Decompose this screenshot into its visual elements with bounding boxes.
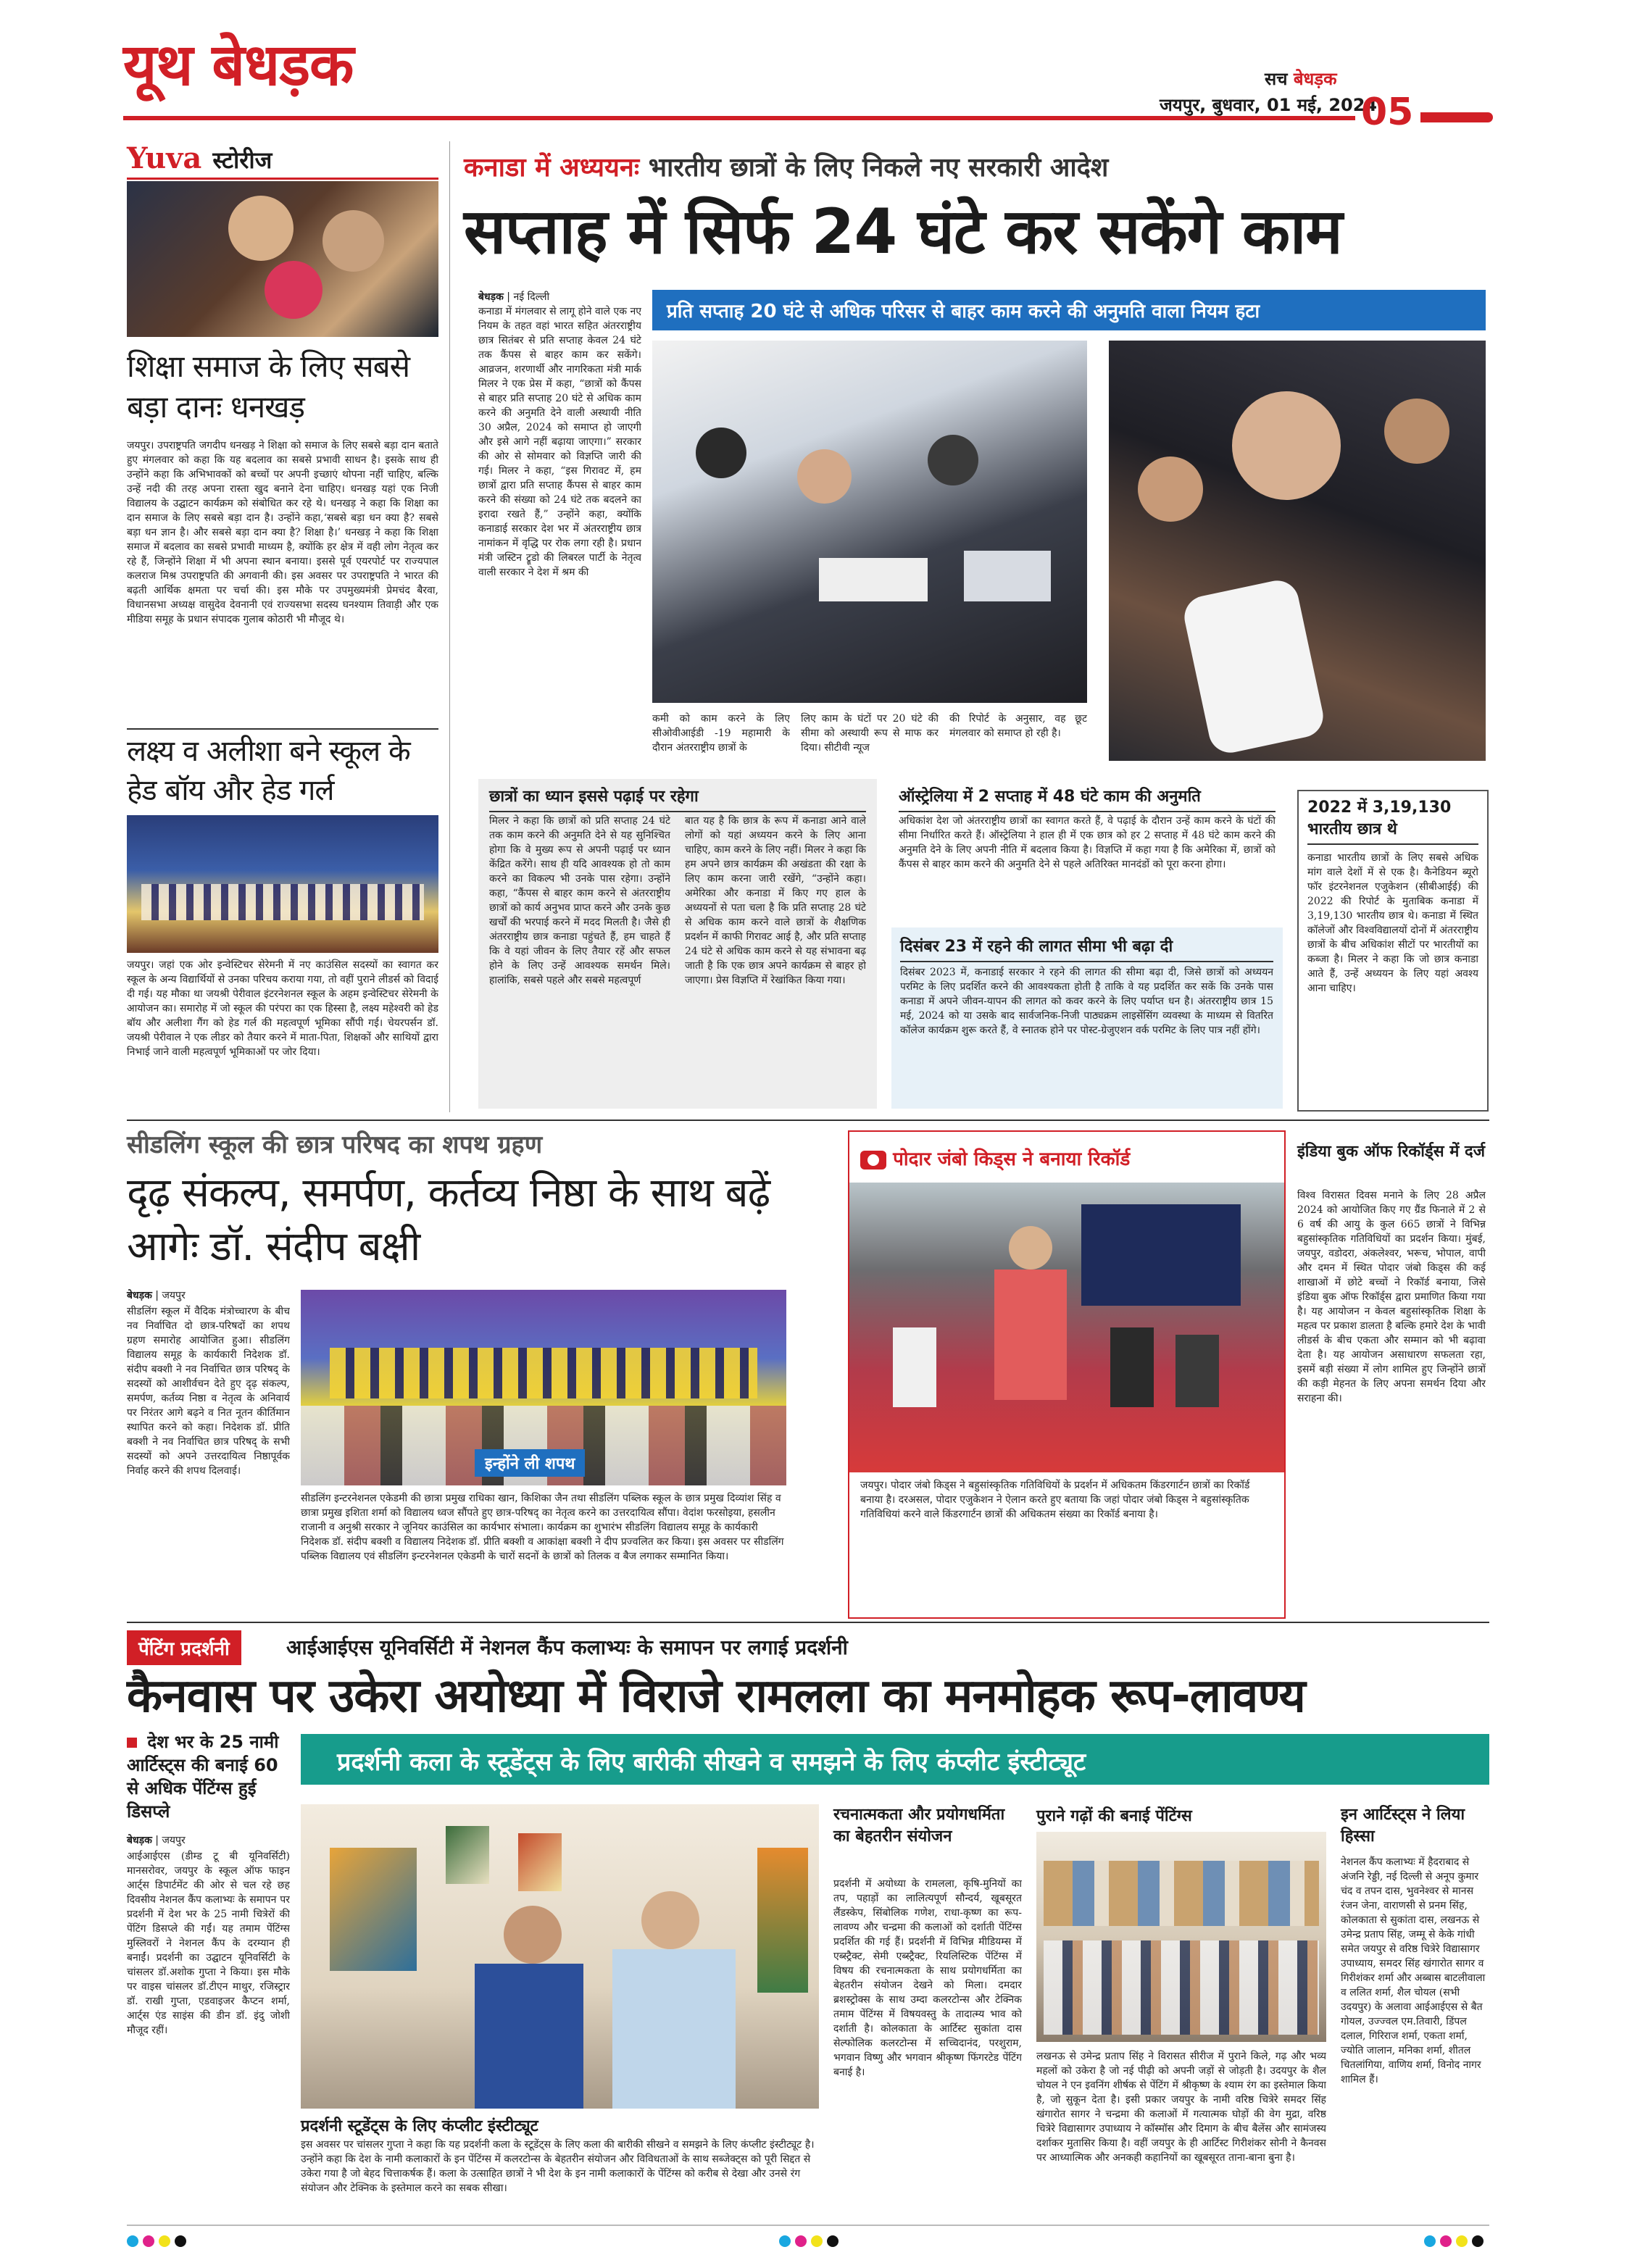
painting-subhead-band — [301, 1734, 1489, 1785]
lead-headline: सप्ताह में सिर्फ 24 घंटे कर सकेंगे काम — [464, 196, 1342, 268]
painting-col-a — [833, 1804, 1022, 2217]
story1-body: जयपुर। उपराष्ट्रपति जगदीप धनखड़ ने शिक्षा को समाज के लिए सबसे बड़ा दान बताते हुए मंगलवार को कहा कि यह बदलाव का सबसे प्रभावी साधन है। इसके साथ ही उन्होंने कहा कि अभिभावकों को बच्चों पर अपनी इच्छाएं थोपना नहीं चाहिए, बल्कि उन्हें नदी की तरह अपना रास्ता खुद बनाने देना चाहिए। धनखड़ यहां एक निजी विद्यालय के उद्घाटन कार्यक्रम को संबोधित कर रहे थे। धनखड़ ने कहा कि शिक्षा का दान समाज के लिए सबसे बड़ा दान है। उन्होंने कहा,‘सबसे बड़ा धन क्या है? सबसे बड़ा धन ज्ञान है। और सबसे बड़ा दान क्या है? शिक्षा है।’ धनखड़ ने कहा कि शिक्षा समाज में बदलाव का सबसे प्रभावी माध्यम है, क्योंकि हर क्षेत्र में वही लोग नेतृत्व कर रहे हैं, जिन्होंने शिक्षा में भी अपना स्थान बनाया। इससे पूर्व एयरपोर्ट पर राज्यपाल कलराज मिश्र उपराष्ट्रपति की अगवानी की। इस अवसर पर उपराष्ट्रपति ने भारत की बढ़ती आर्थिक क्षमता पर चर्चा की। इस मौके पर उपमुख्यमंत्री प्रेमचंद बैरवा, विधानसभा अध्यक्ष वासुदेव देवनानी एवं राज्यसभा सदस्य घनश्याम तिवाड़ी और एक मीडिया समूह के प्रधान संपादक गुलाब कोठारी भी मौजूद थे। — [127, 440, 438, 625]
box3-body: दिसंबर 2023 में, कनाडाई सरकार ने रहने की लागत की सीमा बढ़ा दी, जिसे छात्रों को अध्ययन परमिट के लिए प्रदर्शित करने की आवश्यकता होती है ताकि वे यह प्रदर्शित कर सकें कि उनके पास कनाडा में अपने जीवन-यापन की लागत को कवर करने के लिए पर्याप्त धन है। अंतरराष्ट्रीय छात्र 15 मई, 2024 को या उसके बाद सार्वजनिक-निजी पाठ्यक्रम लाइसेंसिंग व्यवस्था के माध्यम से वितरित कॉलेज कार्यक्रम शुरू करते हैं, वे स्नातक होने पर पोस्ट-ग्रेजुएशन वर्क परमिट के लिए पात्र नहीं होंगे। — [900, 967, 1273, 1036]
painting-side-pull-text: देश भर के 25 नामी आर्टिस्ट्स की बनाई 60 से अधिक पेंटिंग्स हुई डिसप्ले — [127, 1732, 279, 1822]
painting-col-b — [1036, 1804, 1326, 2217]
podar-title-row — [860, 1145, 1130, 1171]
painting-side-pull — [127, 1730, 290, 1823]
painting-col-a-body: प्रदर्शनी में अयोध्या के रामलला, कृषि-मुनियों का तप, पहाड़ों का लालित्यपूर्ण सौन्दर्य, खूबसूरत लैंडस्केप, सिंबोलिक गणेश, राधा-कृष्ण का रूप-लावण्य और चन्द्रमा की कलाओं को दर्शाती पेंटिंग्स प्रदर्शित की गई हैं। प्रदर्शनी में विभिन्न मीडियम्स में एब्स्ट्रैक्ट, सेमी एब्स्ट्रैक्ट, रियलिस्टिक पेंटिंग्स में विषय की रचनात्मकता के साथ प्रयोगधर्मिता का बेहतरीन संयोजन देखने को मिला। दमदार ब्रशस्ट्रोक्स के साथ उम्दा कलरटोन्स और टेक्निक तमाम पेंटिंग्स में विषयवस्तु के तादात्म्य भाव को दर्शाती है। कोलकाता के आर्टिस्ट सुकांता दास सेल्फोलिक कलरटोन्स में सच्चिदानंद, परशुराम, भगवान विष्णु और भगवान श्रीकृष्ण फिंगरटेड पेंटिंग बनाई है। — [833, 1878, 1022, 2078]
lead-col3: लिए काम के घंटों पर 20 घंटे की सीमा को अस्थायी रूप से माफ कर दिया। सीटीवी न्यूज — [801, 713, 939, 754]
box4 — [1297, 790, 1489, 1112]
podar-title: पोदार जंबो किड्स ने बनाया रिकॉर्ड — [893, 1148, 1131, 1170]
painting-col-c-title: इन आर्टिस्ट्स ने लिया हिस्सा — [1341, 1806, 1465, 1846]
story1-title: शिक्षा समाज के लिए सबसे बड़ा दानः धनखड़ — [127, 349, 409, 425]
exhibition-photo — [301, 1804, 819, 2109]
box3 — [891, 927, 1283, 1109]
sidebar-rule — [449, 141, 450, 1112]
registration-marks-center — [779, 2235, 852, 2250]
box2-body: अधिकांश देश जो अंतरराष्ट्रीय छात्रों का स्वागत करते हैं, वे पढ़ाई के दौरान उन्हें काम करने के घंटों की सीमा निर्धारित करते हैं। ऑस्ट्रेलिया ने हाल ही में एक छात्र को हर 2 सप्ताह में 48 घंटे काम करने की अनुमति देने के लिए अपनी नीति में बदलाव किया है। विज्ञप्ति में कहा गया है कि अमेरिका में, छात्रों को कैंपस से बाहर काम करने की अनुमति देने से पहले अतिरिक्त मानदंडों को पूरा करना होगा। — [899, 815, 1276, 870]
camera-icon — [860, 1151, 886, 1170]
lead-kicker — [464, 149, 1486, 184]
masthead-right-name: बेधड़क — [1293, 69, 1337, 89]
bullet-square-icon — [127, 1738, 137, 1748]
airport-photo — [652, 341, 1087, 703]
lead-col2: कमी को काम करने के लिए सीओवीआईडी -19 महामारी के दौरान अंतरराष्ट्रीय छात्रों के — [652, 713, 790, 754]
registration-marks-right — [1424, 2235, 1497, 2250]
masthead-rule — [123, 116, 1355, 120]
box4-body: कनाडा भारतीय छात्रों के लिए सबसे अधिक मांग वाले देशों में से एक है। कैनेडियन ब्यूरो फॉर इंटरनेशनल एजुकेशन (सीबीआईई) की 2022 की रिपोर्ट के मुताबिक कनाडा में 3,19,130 भारतीय छात्र थे। कनाडा में स्थित कॉलेजों और विश्वविद्यालयों दोनों में अंतरराष्ट्रीय छात्रों के बीच अधिकांश सीटों पर भारतीयों का कब्जा है। मिलर ने कहा कि जो छात्र कनाडा आते हैं, उन्हें अध्ययन के लिए यहां अवश्य आना चाहिए। — [1307, 852, 1478, 994]
sidebar-divider — [127, 728, 438, 730]
podar-side-body: विश्व विरासत दिवस मनाने के लिए 28 अप्रैल 2024 को आयोजित किए गए ग्रैंड फिनाले में 2 से 6 वर्ष की आयु के कुल 665 छात्रों ने विभिन्न बहुसांस्कृतिक गतिविधियों का प्रदर्शन किया। मुंबई, जयपुर, वडोदरा, अंकलेश्वर, भरूच, भोपाल, वापी और दमन में स्थित पोदार जंबो किड्स की कई शाखाओं में छोटे बच्चों ने रिकॉर्ड बनाया, जिसे इंडिया बुक ऑफ रिकॉर्ड्स द्वारा प्रमाणित किया गया है। यह आयोजन न केवल बहुसांस्कृतिक शिक्षा के महत्व पर प्रकाश डालता है बल्कि हमारे देश के भावी लीडर्स के बीच एकता और सम्मान को भी बढ़ावा देता है। यह आयोजन असाधारण सफलता रहा, इसमें बड़ी संख्या में लोग शामिल हुए जिन्होंने छात्रों की कड़ी मेहनत के लिए अपना समर्थन दिया और सराहना की। — [1297, 1190, 1486, 1404]
investiture-photo — [127, 815, 438, 953]
section-divider-1 — [127, 1120, 1489, 1121]
story2-body: जयपुर। जहां एक ओर इन्वेस्टिचर सेरेमनी में नए काउंसिल सदस्यों का स्वागत कर स्कूल के अन्य विद्यार्थियों से उनका परिचय कराया गया, तो वहीं पुराने लीडर्स को विदाई दी गई। यह मौका था जयश्री पेरीवाल इंटरनेशनल स्कूल के अहम इन्वेस्टिचर सेरेमनी के आयोजन का। समारोह में जो स्कूल की परंपरा का एक हिस्सा है, लक्ष्य महेश्वरी को हेड बॉय और अलीशा गैंग को हेड गर्ल की महत्वपूर्ण भूमिका सौंपी गई। चेयरपर्सन डॉ. जयश्री पेरीवाल ने एक लीडर को तैयार करने में माता-पिता, शिक्षकों और साथियों द्वारा निभाई जाने वाली महत्वपूर्ण भूमिकाओं पर जोर दिया। — [127, 959, 438, 1058]
masthead-right-prefix: सच — [1265, 69, 1288, 89]
artists-group-photo — [1036, 1832, 1326, 2042]
painting-subhead: प्रदर्शनी कला के स्टूडेंट्स के लिए बारीकी सीखने व समझने के लिए कंप्लीट इंस्टीट्यूट — [337, 1748, 1086, 1777]
painting-headline: कैनवास पर उकेरा अयोध्या में विराजे रामलला का मनमोहक रूप-लावण्य — [127, 1669, 1305, 1723]
stories-label: स्टोरीज — [212, 146, 272, 174]
lead-dateline-place: नई दिल्ली — [513, 291, 550, 303]
sidebar-yuva-header — [127, 141, 438, 180]
box1-col2: बात यह है कि छात्र के रूप में कनाडा आने वाले लोगों को यहां अध्ययन करने के लिए आना चाहिए, काम करने के लिए नहीं। मिलर ने कहा कि हम अपने छात्र कार्यक्रम की अखंडता की रक्षा के लिए काम करना जारी रखेंगे, “उन्होंने कहा। अमेरिका और कनाडा में किए गए हाल के अध्ययनों से पता चला है कि प्रति सप्ताह 28 घंटे से अधिक काम करने वाले छात्रों के शैक्षणिक प्रदर्शन में काफी गिरावट आई है, और प्रति सप्ताह 24 घंटे से अधिक काम करने से यह संभावना बढ़ जाती है कि एक छात्र अपने कार्यक्रम से बाहर हो जाएगा। प्रेस विज्ञप्ति में रेखांकित किया गया। — [685, 815, 866, 986]
painting-tag: पेंटिंग प्रदर्शनी — [127, 1630, 241, 1665]
registration-marks-left — [127, 2235, 199, 2250]
trudeau-selfie-photo — [1109, 341, 1486, 761]
seedling-kicker: सीडलिंग स्कूल की छात्र परिषद का शपथ ग्रहण — [127, 1130, 543, 1159]
seedling-photo-label: इन्होंने ली शपथ — [475, 1449, 585, 1477]
story2-title: लक्ष्य व अलीशा बने स्कूल के हेड बॉय और हेड गर्ल — [127, 735, 410, 807]
painting-dateline: बेधड़क | जयपुर — [127, 1835, 186, 1846]
box2 — [891, 779, 1283, 924]
lead-kicker-rest: भारतीय छात्रों के लिए निकले नए सरकारी आदेश — [648, 153, 1109, 183]
seedling-headline: दृढ़ संकल्प, समर्पण, कर्तव्य निष्ठा के साथ बढ़ें आगेः डॉ. संदीप बक्षी — [127, 1170, 770, 1270]
masthead-brand: यूथ बेधड़क — [123, 31, 354, 99]
seedling-body: सीडलिंग स्कूल में वैदिक मंत्रोच्चारण के बीच नव निर्वाचित दो छात्र-परिषदों का शपथ ग्रहण समारोह आयोजित हुआ। सीडलिंग विद्यालय समूह के कार्यकारी निदेशक डॉ. संदीप बक्शी ने नव निर्वाचित छात्र परिषद् के सदस्यों को आशीर्वचन देते हुए दृढ़ संकल्प, समर्पण, कर्तव्य निष्ठा व नेतृत्व के अनिवार्य पर निरंतर आगे बढ़ने व नित नूतन कीर्तिमान स्थापित करने को कहा। निदेशक डॉ. प्रीति बक्शी ने नव निर्वाचित छात्र परिषद् के सभी सदस्यों को अपने उत्तरदायित्व निष्ठापूर्वक निर्वाह करने की शपथ दिलवाई। — [127, 1306, 290, 1477]
podar-photo — [849, 1183, 1284, 1472]
lead-dateline-name: बेधड़क — [478, 291, 504, 303]
seedling-photo — [301, 1290, 786, 1485]
lead-subhead: प्रति सप्ताह 20 घंटे से अधिक परिसर से बाहर काम करने की अनुमति वाला नियम हटा — [667, 301, 1260, 322]
painting-side-body: आईआईएस (डीम्ड टू बी यूनिवर्सिटी) मानसरोवर, जयपुर के स्कूल ऑफ फाइन आर्ट्स डिपार्टमेंट की ओर से चल रहे छह दिवसीय नेशनल कैंप कलाभ्यः के समापन पर प्रदर्शनी में देश भर के 25 नामी चित्रेरों की पेंटिंग डिसप्ले की गईं। यह तमाम पेंटिंग्स मुस्लिवरों ने नेशनल कैंप के दरम्यान ही बनाईं। प्रदर्शनी का उद्घाटन यूनिवर्सिटी के चांसलर डॉ.अशोक गुप्ता ने किया। इस मौके पर वाइस चांसलर डॉ.टीएन माथुर, रजिस्ट्रार डॉ. राखी गुप्ता, एडवाइजर कैप्टन शर्मा, आर्ट्स एंड साइंस की डीन डॉ. इंदु जोशी मौजूद रहीं। — [127, 1851, 290, 2036]
seedling-dateline-name: बेधड़क — [127, 1290, 152, 1301]
yuva-label: Yuva — [127, 141, 202, 175]
box2-title: ऑस्ट्रेलिया में 2 सप्ताह में 48 घंटे काम की अनुमति — [899, 785, 1276, 812]
podar-side-title: इंडिया बुक ऑफ रिकॉर्ड्स में दर्ज — [1297, 1143, 1486, 1161]
painting-dateline-name: बेधड़क — [127, 1835, 152, 1846]
seedling-dateline-place: जयपुर — [162, 1290, 186, 1301]
page-number: 05 — [1361, 91, 1414, 134]
footer-rule — [127, 2225, 1489, 2226]
box1-title: छात्रों का ध्यान इससे पढ़ाई पर रहेगा — [489, 785, 866, 812]
masthead-dateline: जयपुर, बुधवार, 01 मई, 2024 — [1160, 95, 1378, 115]
masthead-right-brand — [1265, 67, 1337, 91]
box3-title: दिसंबर 23 में रहने की लागत सीमा भी बढ़ा दी — [900, 935, 1273, 962]
lead-col4: की रिपोर्ट के अनुसार, वह छूट मंगलवार को समाप्त हो रही है। — [949, 713, 1087, 739]
painting-col-a-title: रचनात्मकता और प्रयोगधर्मिता का बेहतरीन संयोजन — [833, 1806, 1005, 1846]
dhankhar-photo — [127, 181, 438, 337]
painting-col-b-title: पुराने गढ़ों की बनाई पेंटिंग्स — [1036, 1807, 1192, 1825]
podar-box — [848, 1130, 1286, 1619]
lead-col1: कनाडा में मंगलवार से लागू होने वाले एक नए नियम के तहत वहां भारत सहित अंतरराष्ट्रीय छात्र सितंबर से प्रति सप्ताह केवल 24 घंटे तक कैंपस से बाहर काम कर सकेंगे। आव्रजन, शरणार्थी और नागरिकता मंत्री मार्क मिलर ने एक प्रेस में कहा, “छात्रों को कैंपस से बाहर प्रति सप्ताह 20 घंटे से अधिक काम करने की अनुमति देने वाली अस्थायी नीति 30 अप्रैल, 2024 को समाप्त हो जाएगी और इसे आगे नहीं बढ़ाया जाएगा।” सरकार की ओर से सोमवार को विज्ञप्ति जारी की गई। मिलर ने कहा, “इस गिरावट में, हम छात्रों द्वारा प्रति सप्ताह कैंपस से बाहर काम करने की संख्या को 24 घंटे तक बदलने का इरादा रखते हैं,” उन्होंने कहा, क्योंकि कनाडाई सरकार देश भर में अंतरराष्ट्रीय छात्र नामांकन में वृद्धि पर रोक लगा रही है। प्रधान मंत्री जस्टिन ट्रूडो की लिबरल पार्टी के नेतृत्व वाली सरकार ने देश में श्रम की — [478, 306, 641, 578]
lead-dateline: बेधड़क | नई दिल्ली — [478, 291, 550, 303]
pen-icon — [1420, 112, 1493, 122]
section-divider-2 — [127, 1622, 1489, 1623]
lead-subhead-band — [652, 290, 1486, 330]
lead-kicker-red: कनाडा में अध्ययनः — [464, 153, 640, 183]
seedling-caption: सीडलिंग इन्टरनेशनल एकेडमी की छात्रा प्रमुख राधिका खान, किशिका जैन तथा सीडलिंग पब्लिक स्कूल के छात्र प्रमुख दिव्यांश सिंह व छात्रा प्रमुख इशिता शर्मा को विद्यालय ध्वज सौंपते हुए छात्र-परिषद् का नेतृत्व करने का उत्तरदायित्व सौंपा। वेदांश फरसोइया, हसलीन राजानी व अनुश्री सरकार ने जूनियर काउंसिल का कार्यभार संभाला। कार्यक्रम का शुभारंभ सीडलिंग विद्यालय समूह के कार्यकारी निदेशक डॉ. संदीप बक्शी व विद्यालय निदेशक डॉ. प्रीति बक्शी व आकांक्षा बक्शी ने दीप प्रज्वलित कर किया। इस अवसर पर सीडलिंग पब्लिक विद्यालय एवं सीडलिंग इन्टरनेशनल एकेडमी के चारों सदनों के छात्रों को तिलक व बैज लगाकर सम्मानित किया। — [301, 1493, 784, 1562]
painting-dateline-place: जयपुर — [162, 1835, 186, 1846]
painting-col-c-body: नेशनल कैंप कलाभ्यः में हैदराबाद से अंजनि रेड्डी, नई दिल्ली से अनूप कुमार चंद व तपन दास, भुवनेश्वर से मानस रंजन जेना, वाराणसी से प्रनम सिंह, कोलकाता से सुकांता दास, लखनऊ से उमेन्द्र प्रताप सिंह, जम्मू से केके गांधी समेत जयपुर से वरिष्ठ चित्रेरे विद्यासागर उपाध्याय, समदर सिंह खंगारोत सागर व गिरीशंकर शर्मा और अब्बास बाटलीवाला व ललित शर्मा, शैल चोयल (सभी उदयपुर) के अलावा आईआईएस से बैत गोयल, उज्ज्वल एम.तिवारी, डिंपल दलाल, गिरिराज शर्मा, एकता शर्मा, ज्योति जालान, मनिका शर्मा, शीतल चितलांगिया, वाणिय शर्मा, विनोद नागर शामिल हैं। — [1341, 1856, 1486, 2085]
seedling-dateline: बेधड़क | जयपुर — [127, 1290, 186, 1301]
painting-col-b-body: लखनऊ से उमेन्द्र प्रताप सिंह ने विरासत सीरीज में पुराने किले, गढ़ और भव्य महलों को उकेरा है जो नई पीढ़ी को अपनी जड़ों से जोड़ती है। उदयपुर के शैल चोयल ने एन इवनिंग शीर्षक से पेंटिंग में श्रीकृष्ण के श्याम रंग का इस्तेमाल किया है, जो सुकून देता है। इसी प्रकार जयपुर के नामी वरिष्ठ चित्रेरे समदर सिंह खंगारोत सागर ने चन्द्रमा की कलाओं में गत्यात्मक घोड़ों की वेग मुद्रा, वरिष्ठ चित्रेरे विद्यासागर उपाध्याय ने कॉस्मॉस और दिमाग के बीच बैलेंस और सामंजस्य दर्शाकर मुतासिर किया है। वहीं जयपुर के ही आर्टिस्ट गिरीशंकर सोनी ने कैनवस पर आध्यात्मिक और अनकही कहानियों का खूबसूरत ताना-बाना बुना है। — [1036, 2051, 1326, 2164]
painting-kicker: आईआईएस यूनिवर्सिटी में नेशनल कैंप कलाभ्यः के समापन पर लगाई प्रदर्शनी — [286, 1635, 848, 1659]
painting-col-c — [1341, 1804, 1489, 2217]
exhibition-photo-title: प्रदर्शनी स्टूडेंट्स के लिए कंप्लीट इंस्टीट्यूट — [301, 2117, 538, 2135]
exhibition-photo-caption: इस अवसर पर चांसलर गुप्ता ने कहा कि यह प्रदर्शनी कला के स्टूडेंट्स के लिए कला की बारीकी सीखने व समझने के लिए कंप्लीट इंस्टीट्यूट है। उन्होंने कहा कि देश के नामी कलाकारों के इन पेंटिंग्स में कलरटोन्स के बेहतरीन संयोजन और विविधताओं के साथ सब्जेक्ट्स को पूरी सिद्दत से उकेरा गया है जो बेहद चित्ताकर्षक हैं। कला के उत्साहित छात्रों ने भी देश के इन नामी कलाकारों के पेंटिंग्स को करीब से देखा और उनसे रंग संयोजन और टेक्निक के इस्तेमाल करने का सबक सीखा। — [301, 2139, 815, 2194]
box1 — [478, 779, 877, 1109]
podar-caption: जयपुर। पोदार जंबो किड्स ने बहुसांस्कृतिक गतिविधियों के प्रदर्शन में अधिकतम किंडरगार्टन छात्रों का रिकॉर्ड बनाया है। दरअसल, पोदार एजुकेशन ने ऐलान करते हुए बताया कि जहां पोदार जंबो किड्स ने बहुसांस्कृतिक गतिविधियां करने वाले किंडरगार्टन छात्रों की अधिकतम संख्या का रिकॉर्ड बनाया है। — [860, 1480, 1250, 1520]
box4-title: 2022 में 3,19,130 भारतीय छात्र थे — [1307, 797, 1478, 845]
box1-col1: मिलर ने कहा कि छात्रों को प्रति सप्ताह 24 घंटे तक काम करने की अनुमति देने से यह सुनिश्चित होगा कि वे मुख्य रूप से अपनी पढ़ाई पर ध्यान केंद्रित करेंगे। साथ ही यदि आवश्यक हो तो काम करने का विकल्प भी उनके पास रहेगा। उन्होंने कहा, “कैंपस से बाहर काम करने से अंतरराष्ट्रीय छात्रों को कार्य अनुभव प्राप्त करने और उनके कुछ खर्चों की भरपाई करने में मदद मिलती है। जैसे ही अंतरराष्ट्रीय छात्र कनाडा पहुंचते हैं, हम चाहते हैं कि वे यहां जीवन के लिए तैयार रहें और सफल होने के लिए उन्हें आवश्यक समर्थन मिले। हालांकि, सबसे पहले और सबसे महत्वपूर्ण — [489, 815, 670, 986]
masthead — [0, 0, 1627, 138]
